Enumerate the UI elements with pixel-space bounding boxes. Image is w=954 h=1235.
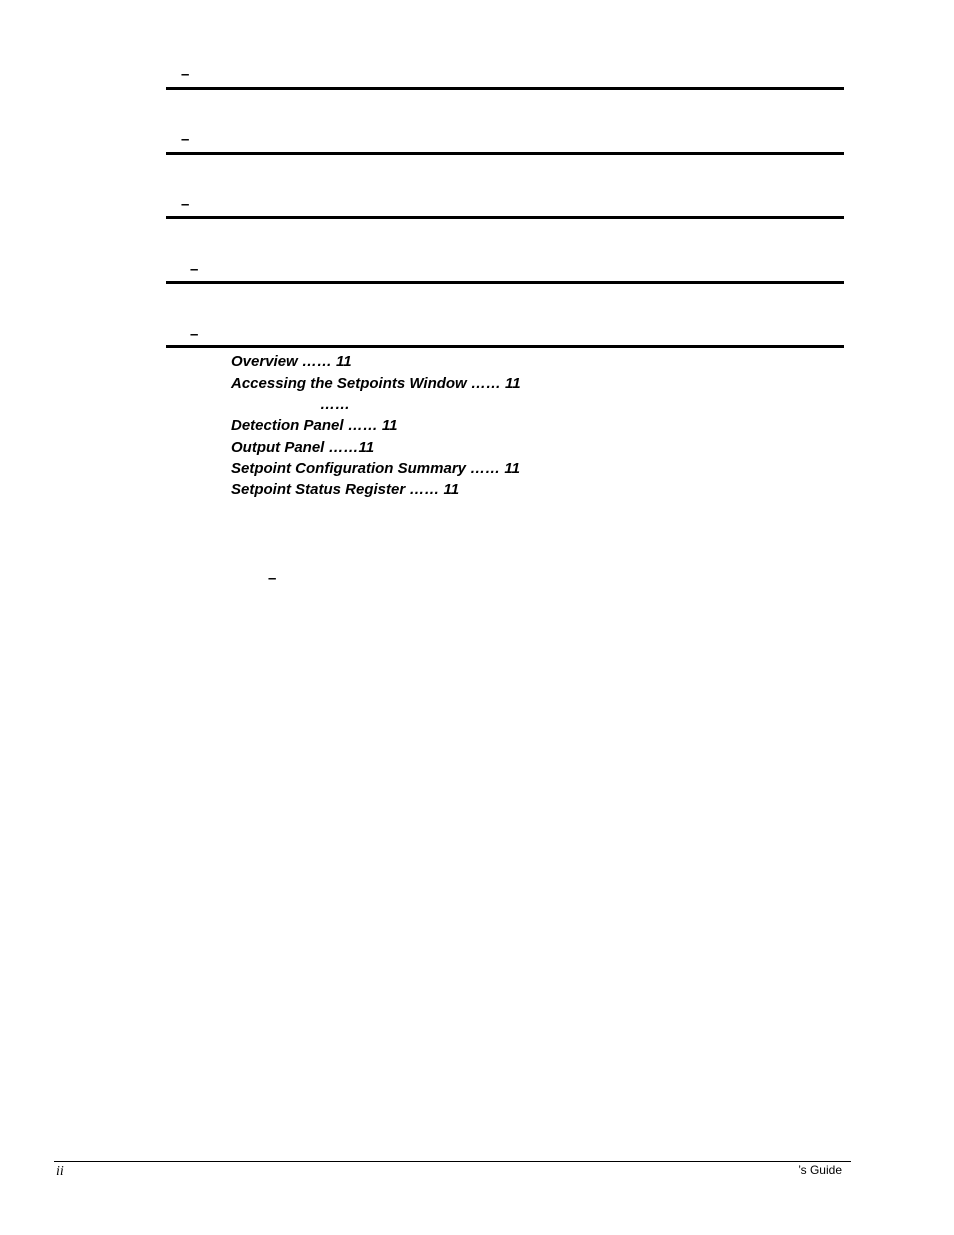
chapter-2-rule: [166, 152, 844, 155]
chapter-3-dash: –: [181, 196, 190, 213]
toc-entry-overview[interactable]: Overview …… 11: [231, 353, 352, 370]
toc-entry-setpoint-status-register[interactable]: Setpoint Status Register …… 11: [231, 481, 460, 498]
chapter-4-rule: [166, 281, 844, 284]
footer-page-number: ii: [56, 1164, 64, 1179]
toc-entry-detection-panel[interactable]: Detection Panel …… 11: [231, 417, 398, 434]
toc-entry-leader-dots: ……: [320, 396, 350, 413]
footer-rule: [54, 1161, 851, 1162]
chapter-5-dash: –: [190, 326, 199, 343]
chapter-1-dash: –: [181, 66, 190, 83]
chapter-1-rule: [166, 87, 844, 90]
chapter-4-dash: –: [190, 261, 199, 278]
chapter-2-dash: –: [181, 131, 190, 148]
toc-entry-output-panel[interactable]: Output Panel ……11: [231, 439, 375, 456]
toc-entry-setpoint-configuration-summary[interactable]: Setpoint Configuration Summary …… 11: [231, 460, 520, 477]
footer-guide-label: ’s Guide: [798, 1163, 842, 1177]
toc-entry-accessing-setpoints-window[interactable]: Accessing the Setpoints Window …… 11: [231, 375, 521, 392]
section-dash: –: [268, 570, 277, 587]
chapter-5-rule: [166, 345, 844, 348]
chapter-3-rule: [166, 216, 844, 219]
